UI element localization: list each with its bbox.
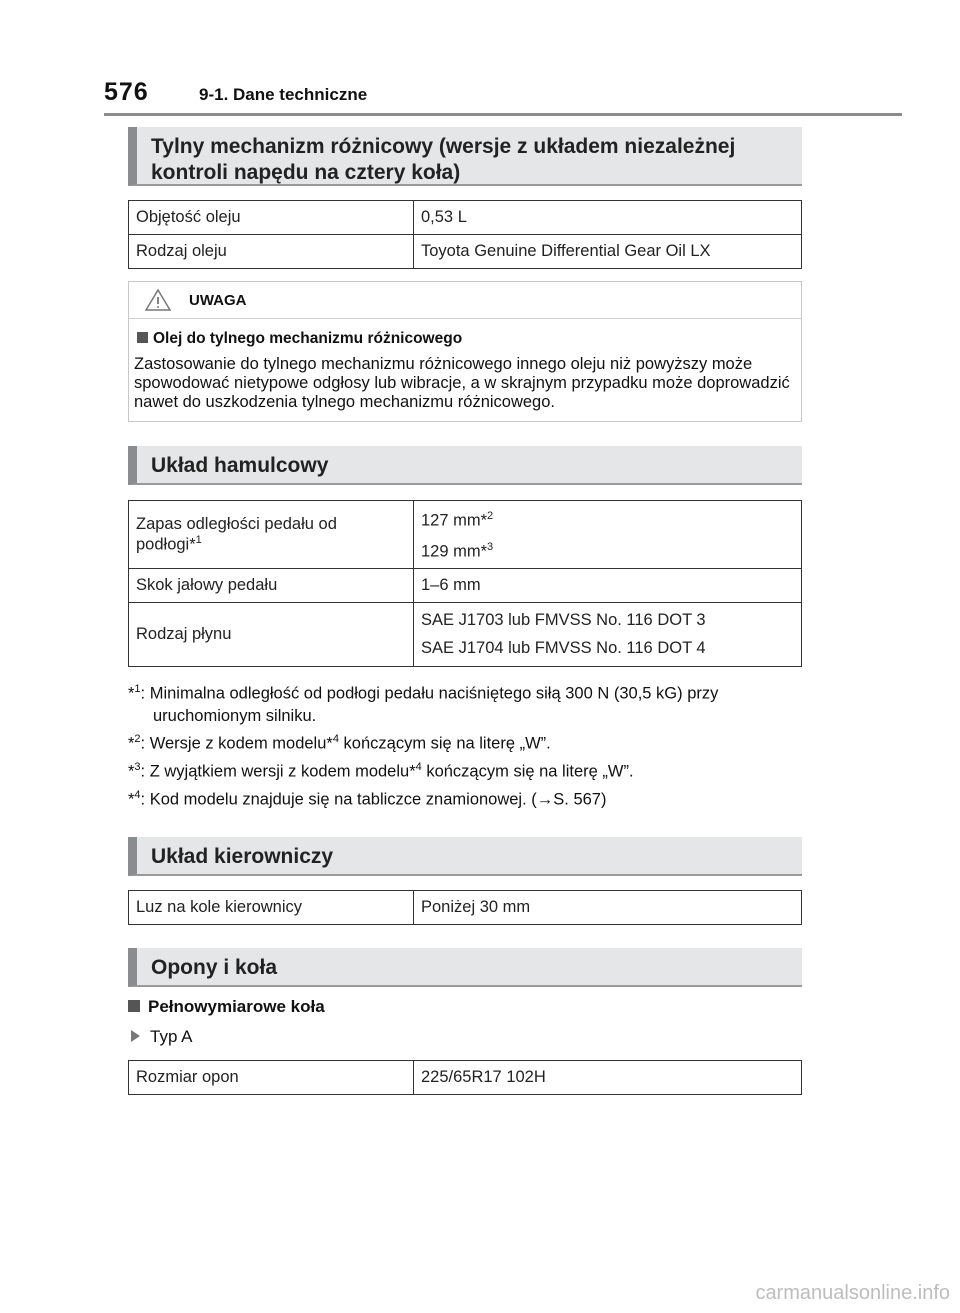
table-cell-value: 1–6 mm: [414, 569, 802, 603]
warning-subtitle-text: Olej do tylnego mechanizmu różnicowego: [153, 330, 463, 347]
footnote-4: [128, 784, 802, 811]
table-row: [129, 235, 802, 269]
table-cell-key: Rozmiar opon: [129, 1061, 414, 1095]
footnote-3: [128, 756, 802, 783]
warning-triangle-icon: [145, 288, 171, 312]
footnote-mark: *: [128, 734, 135, 753]
rear-differential-table: [128, 200, 802, 269]
type-label: Typ A: [150, 1027, 193, 1046]
footnote-continuation: uruchomionym silniku.: [153, 706, 317, 725]
table-row: [129, 891, 802, 925]
footnote-ref: 1: [195, 533, 202, 546]
page-header: [104, 72, 902, 118]
footnote-mark: *: [128, 790, 135, 809]
footnote-mark: *: [128, 762, 135, 781]
table-cell-key: Objętość oleju: [129, 201, 414, 235]
triangle-bullet-icon: [131, 1030, 140, 1042]
footnote-ref: 4: [332, 733, 339, 745]
footnote-number: 3: [134, 761, 141, 773]
footnote-text: : Z wyjątkiem wersji z kodem modelu*: [140, 762, 416, 781]
table-cell-value: Toyota Genuine Differential Gear Oil LX: [414, 235, 802, 269]
footnote-number: 1: [134, 683, 141, 695]
subheading-text: Pełnowymiarowe koła: [148, 997, 325, 1016]
value-text: 129 mm*: [421, 542, 488, 560]
table-cell-value: [414, 501, 802, 569]
table-row: [129, 569, 802, 603]
subheading-full-size-wheels: [128, 997, 325, 1017]
footnote-ref: 2: [487, 510, 494, 522]
value-line: SAE J1703 lub FMVSS No. 116 DOT 3: [421, 611, 706, 629]
footnote-1: [128, 678, 802, 727]
section-heading-tires: Opony i koła: [128, 948, 802, 987]
pedal-clearance-label: Zapas odległości pedału od podłogi*: [136, 514, 337, 554]
footnote-ref: 4: [415, 761, 422, 773]
table-cell-value: 225/65R17 102H: [414, 1061, 802, 1095]
chapter-title: 9-1. Dane techniczne: [199, 85, 368, 104]
table-cell-key: Rodzaj oleju: [129, 235, 414, 269]
warning-header: [129, 282, 801, 319]
value-line: [421, 510, 794, 531]
section-heading-brakes: Układ hamulcowy: [128, 446, 802, 485]
value-line: [421, 541, 794, 562]
footnote-ref: 3: [487, 540, 494, 553]
brakes-table: [128, 500, 802, 667]
footnote-text: kończącym się na literę „W”.: [421, 762, 634, 781]
table-row: [129, 501, 802, 569]
footnote-number: 4: [134, 789, 141, 801]
footnote-2: [128, 728, 802, 755]
value-text: 127 mm*: [421, 511, 488, 530]
value-line: SAE J1704 lub FMVSS No. 116 DOT 4: [421, 639, 706, 657]
warning-label: UWAGA: [189, 292, 247, 309]
footnote-text: : Minimalna odległość od podłogi pedału naciśniętego siłą 300 N (30,5 kG) przy: [140, 684, 719, 703]
section-heading-steering: Układ kierowniczy: [128, 837, 802, 876]
footnote-text: kończącym się na literę „W”.: [338, 734, 551, 753]
square-bullet-icon: [128, 1000, 140, 1012]
footnote-text: : Wersje z kodem modelu*: [140, 734, 333, 753]
footnote-text: : Kod modelu znajduje się na tabliczce znamionowej. (→S. 567): [140, 790, 607, 809]
table-cell-key: Skok jałowy pedału: [129, 569, 414, 603]
table-row: [129, 201, 802, 235]
type-item: [128, 1027, 193, 1047]
table-cell-value: [414, 603, 802, 667]
square-bullet-icon: [137, 332, 148, 343]
table-cell-key: [129, 501, 414, 569]
warning-text: Zastosowanie do tylnego mechanizmu różnicowego innego oleju niż powyższy może spowodować nietypowe odgłosy lub wibracje, a w skrajnym przypadku może doprowadzić nawet do uszkodzenia tylnego mechanizmu różnicowego.: [134, 355, 790, 411]
warning-box: [128, 281, 802, 422]
page-number: 576: [104, 78, 149, 106]
table-row: [129, 603, 802, 667]
footnote-mark: *: [128, 684, 135, 703]
table-cell-value: 0,53 L: [414, 201, 802, 235]
table-row: [129, 1061, 802, 1095]
steering-table: [128, 890, 802, 925]
watermark: carmanualsonline.info: [755, 1282, 950, 1304]
table-cell-key: Rodzaj płynu: [129, 603, 414, 667]
footnote-number: 2: [134, 733, 141, 745]
table-cell-key: Luz na kole kierownicy: [129, 891, 414, 925]
section-heading-rear-differential: Tylny mechanizm różnicowy (wersje z układem niezależnej kontroli napędu na cztery koła): [128, 127, 802, 186]
header-divider: [104, 113, 902, 116]
table-cell-value: Poniżej 30 mm: [414, 891, 802, 925]
tires-table: [128, 1060, 802, 1095]
warning-subtitle: [137, 330, 462, 348]
